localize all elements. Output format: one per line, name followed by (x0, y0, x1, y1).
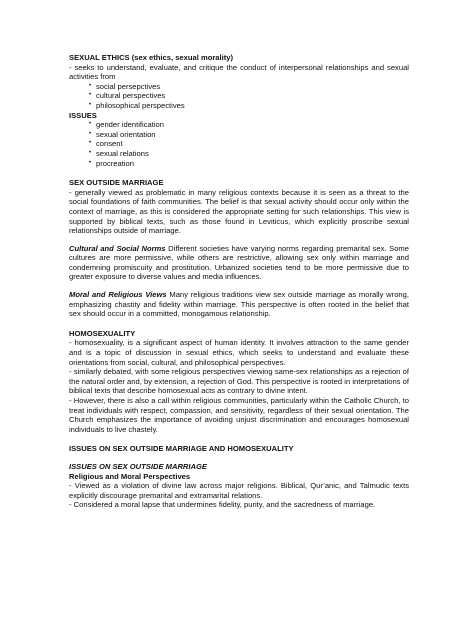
issues-section-heading: ISSUES ON SEX OUTSIDE MARRIAGE AND HOMOSEXUALITY (69, 444, 294, 454)
bullet-icon: • (89, 130, 92, 137)
list-item: • social persepctives (89, 81, 161, 91)
cultural-norms-paragraph (69, 244, 409, 282)
issues-subheading: ISSUES ON SEX OUTSIDE MARRIAGE (69, 461, 207, 471)
list-item: • cultural perspectives (89, 91, 166, 101)
bullet-icon: • (89, 92, 92, 99)
sex-outside-marriage-text: - generally viewed as problematic in many religious contexts because it is seen as a threat to the social foundations of faith communities. The belief is that sexual activity should occur only within the context of marriage, as this is considered the appropriate setting for such relationships. This view is supported by biblical texts, such as those found in Leviticus, which explicitly proscribe sexual relationships outside of marriage. (69, 187, 409, 236)
cultural-norms-text: Different societies have varying norms regarding premarital sex. Some cultures are more permissive, while others are restrictive, allowing sex only within marriage and condemning promiscuity and prostitution. Urbanized societies tend to be more permissive due to greater exposure to diverse values and media influences. (69, 243, 409, 282)
homosexuality-p3: - However, there is also a call within religious communities, particularly within the Catholic Church, to treat individuals with respect, compassion, and sensitivity, regardless of their sexual orientation. The Church emphasizes the importance of avoiding unjust discrimination and encourages homosexual individuals to live chastely. (69, 396, 409, 434)
bullet-icon: • (89, 121, 92, 128)
bullet-icon: • (89, 140, 92, 147)
list-item: • sexual relations (89, 148, 149, 158)
cultural-norms-title: Cultural and Social Norms (69, 243, 166, 253)
homosexuality-p2: - similarly debated, with some religious perspectives viewing same-sex relationships as a rejection of the natural order and, by extension, a rejection of God. This perspective is rooted in interpretations of biblical texts that describe homosexual acts as contrary to divine intent. (69, 367, 409, 396)
section-sexual-ethics (69, 53, 409, 168)
moral-views-paragraph (69, 290, 409, 319)
issues-p1: - Viewed as a violation of divine law across major religions. Biblical, Qur’anic, and Talmudic texts explicitly discourage premarital and extramarital relations. (69, 481, 409, 500)
issues-list (69, 120, 409, 168)
list-item: • philosophical perspectives (89, 100, 185, 110)
sex-outside-marriage-heading: SEX OUTSIDE MARRIAGE (69, 178, 164, 188)
bullet-icon: • (89, 82, 92, 89)
perspectives-list (69, 82, 409, 111)
moral-views-title: Moral and Religious Views (69, 290, 167, 300)
section-issues (69, 444, 409, 510)
moral-views-text: Many religious traditions view sex outside marriage as morally wrong, emphasizing chastity and fidelity within marriage. This perspective is often rooted in the belief that sex should occur in a committed, monogamous relationship. (69, 290, 409, 319)
sexual-ethics-definition: - seeks to understand, evaluate, and critique the conduct of interpersonal relationships and sexual activities from (69, 62, 409, 82)
homosexuality-p1: - homosexuality, is a significant aspect of human identity. It involves attraction to the same gender and is a topic of discussion in sexual ethics, which seeks to understand and evaluate these orientations from social, cultural, and philosophical perspectives. (69, 338, 409, 367)
list-item: • sexual orientation (89, 129, 156, 139)
bullet-icon: • (89, 149, 92, 156)
bullet-icon: • (89, 159, 92, 166)
section-homosexuality (69, 329, 409, 435)
issues-heading: ISSUES (69, 110, 97, 120)
issues-p2: - Considered a moral lapse that undermines fidelity, purity, and the sacredness of marriage. (69, 500, 376, 510)
list-item: • procreation (89, 158, 134, 168)
list-item: • gender identification (89, 120, 164, 130)
bullet-icon: • (89, 101, 92, 108)
section-sex-outside-marriage (69, 178, 409, 319)
list-item: • consent (89, 139, 123, 149)
religious-moral-subheading: Religious and Moral Perspectives (69, 471, 191, 481)
homosexuality-heading: HOMOSEXUALITY (69, 328, 136, 338)
sexual-ethics-heading: SEXUAL ETHICS (sex ethics, sexual morality) (69, 53, 234, 62)
